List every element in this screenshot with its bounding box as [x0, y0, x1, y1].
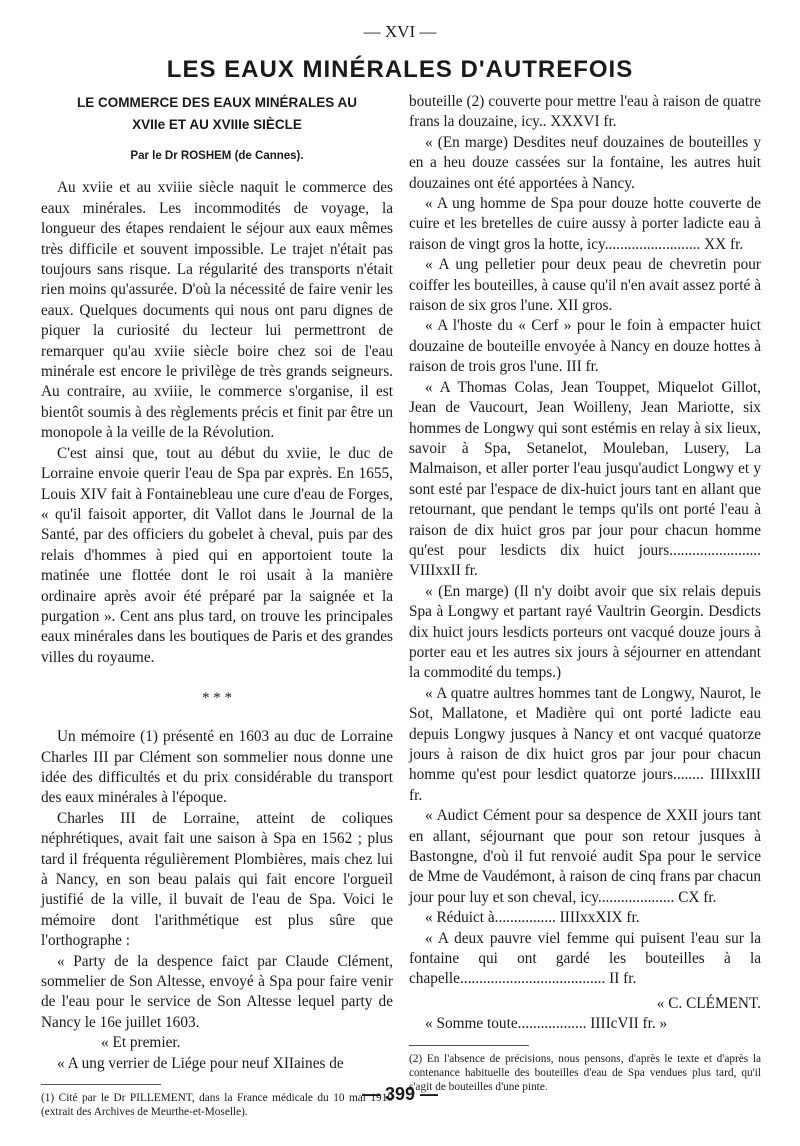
- memo-total: « Somme toute.................. IIIIcVII fr. »: [425, 1015, 668, 1033]
- article-heading-line2: XVIIe ET AU XVIIIe SIÈCLE: [132, 117, 302, 132]
- left-paragraph: C'est ainsi que, tout au début du xviie, le duc de Lorraine envoie querir l'eau de Spa par exprès. En 1655, Louis XIV fait à Fontainebleau une cure d'eau de Forges, « qu'il faisoit apporter, dit Vallot dans le Journal de la Santé, par des officiers du gobelet à cheval, puis par des relais d'hommes à pied qui en apportoient toute la matinée une flottée dont le roi usait à la manière ordinaire après avoir été préparé par la saignée et la purgation ». Cent ans plus tard, on trouve les principales eaux minérales dans les boutiques de Paris et des grandes villes du royaume.: [41, 444, 393, 666]
- section-asterism: * * *: [202, 690, 232, 707]
- article-heading-line1: LE COMMERCE DES EAUX MINÉRALES AU: [76, 95, 358, 110]
- right-paragraph: « A l'hoste du « Cerf » pour le foin à empacter huict douzaine de bouteille envoyée à Nancy en douze hottes à raison de trois gros l'une. III fr.: [409, 317, 761, 376]
- page-title: LES EAUX MINÉRALES D'AUTREFOIS: [166, 56, 634, 83]
- article-byline: Par le Dr ROSHEM (de Cannes).: [130, 150, 304, 162]
- right-paragraph: « A deux pauvre viel femme qui puisent l'eau sur la fontaine qui ont gardé les bouteilles à la chapelle...................................... II fr.: [409, 929, 761, 988]
- right-paragraph: bouteille (2) couverte pour mettre l'eau à raison de quatre frans la douzaine, icy.. XXXVI fr.: [409, 93, 761, 131]
- left-paragraph: Charles III de Lorraine, atteint de coliques néphrétiques, avait fait une saison à Spa en 1562 ; plus tard il fréquenta régulièrement Plombières, mais chez lui à Nancy, en son beau palais qui fait encore l'orgueil justifié de la ville, il buvait de l'eau de Spa. Voici le mémoire dont l'arithmétique est plus sûre que l'orthographe :: [41, 809, 393, 950]
- left-paragraph: Au xviie et au xviiie siècle naquit le commerce des eaux minérales. Les incommodités de voyage, la longueur des étapes rendaient le séjour aux eaux mêmes très difficile et souvent impossible. Le trajet n'était pas toujours sans risque. La régularité des transports n'était rien moins qu'assurée. D'où la nécessité de faire venir les eaux. Quelques documents qui nous ont paru dignes de piquer la curiosité du lecteur lui permettront de remarquer qu'au xviie siècle boire chez soi de l'eau minérale est encore le privilège de très grands seigneurs. Au contraire, au xviiie, le commerce s'organise, il est bientôt soumis à des règlements précis et finit par être un monopole à la veille de la Révolution.: [41, 179, 393, 442]
- left-paragraph: « Et premier.: [101, 1034, 181, 1052]
- memo-signature: « C. CLÉMENT.: [656, 994, 761, 1012]
- right-paragraph: « A ung homme de Spa pour douze hotte couverte de cuire et les bretelles de cuire aussy à porter ladicte eau à raison de vingt gros la hotte, icy......................... XX fr.: [409, 195, 761, 253]
- left-footnote: (1) Cité par le Dr PILLEMENT, dans la France médicale du 10 mai 1910 (extrait des Archives de Meurthe-et-Moselle).: [41, 1092, 393, 1119]
- right-paragraph: « (En marge) (Il n'y doibt avoir que six relais depuis Spa à Longwy et partant rayé Vaultrin Georgin. Desdicts dix huict jours lesdicts porteurs ont vacqué douze jours à porter eau et les autres six jours à séjourner en attendant la commodité du temps.): [409, 582, 761, 682]
- page-number: — 399 —: [361, 1084, 439, 1104]
- right-paragraph: « A ung pelletier pour deux peau de chevretin pour coiffer les bouteilles, à cause qu'il n'en avait assez porté à raison de six gros l'une. XII gros.: [409, 256, 761, 315]
- left-column: [41, 92, 393, 1119]
- right-paragraph: « Audict Cément pour sa despence de XXII jours tant en allant, séjournant que pour son retour jusques à Bastongne, d'où il fut renvoié audit Spa pour le service de Mme de Vaudémont, à raison de cinq frans par chacun jour pour luy et son cheval, icy.................... CX fr.: [409, 807, 761, 906]
- right-column: [409, 92, 761, 1094]
- right-paragraph: « A Thomas Colas, Jean Touppet, Miquelot Gillot, Jean de Vaucourt, Jean Woilleny, Jean Mariotte, six hommes de Longwy qui sont estémis en relay à six lieux, savoir à Spa, Setanelot, Mouleban, Lusery, La Malmaison, et aller porter l'eau jusqu'audict Longwy et y sont esté par l'espace de dix-huict jours tant en allant que retournant, que pendant le temps qu'ils ont porté l'eau à raison de dix huict gros par jour pour chacun homme qu'est pour lesdicts dix huict jours........................ VIIIxxII fr.: [409, 378, 761, 580]
- left-paragraph: Un mémoire (1) présenté en 1603 au duc de Lorraine Charles III par Clément son sommelier nous donne une idée des difficultés et du prix considérable du transport des eaux minérales à l'époque.: [41, 728, 393, 807]
- right-footnote: (2) En l'absence de précisions, nous pensons, d'après le texte et d'après la contenance habituelle des bouteilles d'eau de Spa vendues plus tard, qu'il s'agit de bouteilles d'une pinte.: [409, 1052, 761, 1093]
- right-paragraph: « Réduict à................ IIIIxxXIX fr.: [425, 909, 640, 927]
- right-paragraph: « A quatre aultres hommes tant de Longwy, Naurot, le Sot, Mallatone, et Madière qui ont porté ladicte eau depuis Longwy jusques à Nancy et ont vacqué quatorze jours à raison de dix huict gros par jour pour chacun homme qu'est pour lesdict quatorze jours........ IIIIxxIII fr.: [409, 684, 761, 804]
- footnote-rule: [409, 1045, 529, 1046]
- page-top-marker: — XVI —: [363, 22, 437, 41]
- right-paragraph: « (En marge) Desdites neuf douzaines de bouteilles y en a heu douze cassées sur la fontaine, les autres huit douzaines ont été apportées à Nancy.: [409, 133, 761, 192]
- left-paragraph: « A ung verrier de Liége pour neuf XIIaines de: [57, 1054, 344, 1072]
- left-paragraph: « Party de la despence faict par Claude Clément, sommelier de Son Altesse, envoyé à Spa pour faire venir de l'eau pour le service de Son Altesse lequel party de Nancy le 16e juillet 1603.: [41, 952, 393, 1031]
